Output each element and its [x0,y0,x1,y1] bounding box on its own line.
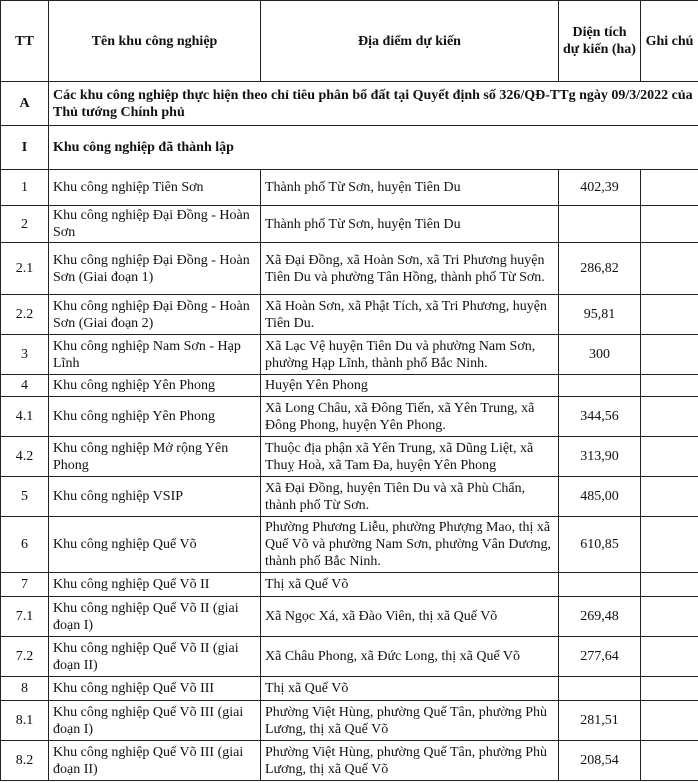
row-area: 300 [559,335,641,375]
row-location: Phường Việt Hùng, phường Quế Tân, phường Phù Lương, thị xã Quế Võ [261,701,559,741]
table-row [1,437,698,477]
row-location: Xã Long Châu, xã Đông Tiến, xã Yên Trung, xã Đông Phong, huyện Yên Phong. [261,397,559,437]
row-note [641,437,698,477]
row-area: 208,54 [559,741,641,781]
table-row [1,477,698,517]
row-tt: 4.2 [1,437,49,477]
row-note [641,597,698,637]
row-area [559,677,641,701]
section-row-a [1,82,698,126]
row-note [641,517,698,573]
row-tt: 2.1 [1,243,49,295]
row-tt: 8 [1,677,49,701]
row-name: Khu công nghiệp Nam Sơn - Hạp Lĩnh [49,335,261,375]
row-note [641,573,698,597]
row-area: 402,39 [559,170,641,206]
row-location: Thị xã Quế Võ [261,677,559,701]
row-note [641,335,698,375]
row-note [641,170,698,206]
row-tt: 8.2 [1,741,49,781]
row-tt: 4.1 [1,397,49,437]
row-location: Xã Châu Phong, xã Đức Long, thị xã Quế Võ [261,637,559,677]
row-note [641,741,698,781]
row-area [559,573,641,597]
table-row [1,206,698,243]
row-area: 277,64 [559,637,641,677]
row-name: Khu công nghiệp Yên Phong [49,397,261,437]
row-tt: 7.1 [1,597,49,637]
table-row [1,597,698,637]
row-area: 286,82 [559,243,641,295]
row-note [641,677,698,701]
row-name: Khu công nghiệp Đại Đồng - Hoàn Sơn (Giai đoạn 2) [49,295,261,335]
table-row [1,701,698,741]
row-tt: 5 [1,477,49,517]
col-header-area: Diện tích dự kiến (ha) [559,1,641,82]
row-area: 281,51 [559,701,641,741]
row-name: Khu công nghiệp VSIP [49,477,261,517]
col-header-tt: TT [1,1,49,82]
row-tt: 4 [1,375,49,397]
row-location: Xã Đại Đồng, huyện Tiên Du và xã Phù Chẩn, thành phố Từ Sơn. [261,477,559,517]
row-location: Thị xã Quế Võ [261,573,559,597]
section-a-tt: A [1,82,49,126]
row-name: Khu công nghiệp Quế Võ III [49,677,261,701]
col-header-name: Tên khu công nghiệp [49,1,261,82]
section-row-i [1,126,698,170]
row-location: Huyện Yên Phong [261,375,559,397]
row-name: Khu công nghiệp Mở rộng Yên Phong [49,437,261,477]
row-note [641,206,698,243]
row-name: Khu công nghiệp Tiên Sơn [49,170,261,206]
row-name: Khu công nghiệp Yên Phong [49,375,261,397]
row-name: Khu công nghiệp Quế Võ II [49,573,261,597]
row-area: 269,48 [559,597,641,637]
row-name: Khu công nghiệp Quế Võ [49,517,261,573]
row-tt: 2.2 [1,295,49,335]
row-tt: 7 [1,573,49,597]
section-i-tt: I [1,126,49,170]
table-row [1,170,698,206]
row-location: Phường Việt Hùng, phường Quế Tân, phường Phù Lương, thị xã Quế Võ [261,741,559,781]
row-location: Xã Lạc Vệ huyện Tiên Du và phường Nam Sơn, phường Hạp Lĩnh, thành phố Bắc Ninh. [261,335,559,375]
table-row [1,677,698,701]
table-row [1,243,698,295]
row-area: 313,90 [559,437,641,477]
table-row [1,573,698,597]
section-i-text: Khu công nghiệp đã thành lập [49,126,698,170]
row-tt: 2 [1,206,49,243]
row-note [641,243,698,295]
row-location: Xã Đại Đồng, xã Hoàn Sơn, xã Tri Phương huyện Tiên Du và phường Tân Hồng, thành phố Từ Sơn. [261,243,559,295]
row-note [641,375,698,397]
table-row [1,375,698,397]
row-area: 610,85 [559,517,641,573]
row-tt: 3 [1,335,49,375]
row-location: Xã Hoàn Sơn, xã Phật Tích, xã Tri Phương, huyện Tiên Du. [261,295,559,335]
table-header-row [1,1,698,82]
section-a-text: Các khu công nghiệp thực hiện theo chỉ tiêu phân bổ đất tại Quyết định số 326/QĐ-TTg ngày 09/3/2022 của Thủ tướng Chính phủ [49,82,698,126]
row-area: 485,00 [559,477,641,517]
row-name: Khu công nghiệp Quế Võ III (giai đoạn II) [49,741,261,781]
col-header-note: Ghi chú [641,1,698,82]
row-tt: 8.1 [1,701,49,741]
row-name: Khu công nghiệp Quế Võ II (giai đoạn I) [49,597,261,637]
row-area [559,375,641,397]
row-note [641,397,698,437]
table-row [1,517,698,573]
table-row [1,397,698,437]
col-header-location: Địa điểm dự kiến [261,1,559,82]
row-tt: 7.2 [1,637,49,677]
row-location: Phường Phương Liễu, phường Phượng Mao, thị xã Quế Võ và phường Nam Sơn, phường Vân Dương, thành phố Bắc Ninh. [261,517,559,573]
row-location: Thành phố Từ Sơn, huyện Tiên Du [261,170,559,206]
row-note [641,701,698,741]
row-note [641,477,698,517]
row-note [641,637,698,677]
row-tt: 6 [1,517,49,573]
row-location: Thuộc địa phận xã Yên Trung, xã Dũng Liệt, xã Thuỵ Hoà, xã Tam Đa, huyện Yên Phong [261,437,559,477]
table-row [1,295,698,335]
row-tt: 1 [1,170,49,206]
row-name: Khu công nghiệp Quế Võ II (giai đoạn II) [49,637,261,677]
row-area: 344,56 [559,397,641,437]
row-area [559,206,641,243]
table-row [1,335,698,375]
row-name: Khu công nghiệp Đại Đồng - Hoàn Sơn (Giai đoạn 1) [49,243,261,295]
table-row [1,741,698,781]
row-name: Khu công nghiệp Đại Đồng - Hoàn Sơn [49,206,261,243]
row-note [641,295,698,335]
row-location: Thành phố Từ Sơn, huyện Tiên Du [261,206,559,243]
row-location: Xã Ngọc Xá, xã Đào Viên, thị xã Quế Võ [261,597,559,637]
row-name: Khu công nghiệp Quế Võ III (giai đoạn I) [49,701,261,741]
table-row [1,637,698,677]
row-area: 95,81 [559,295,641,335]
